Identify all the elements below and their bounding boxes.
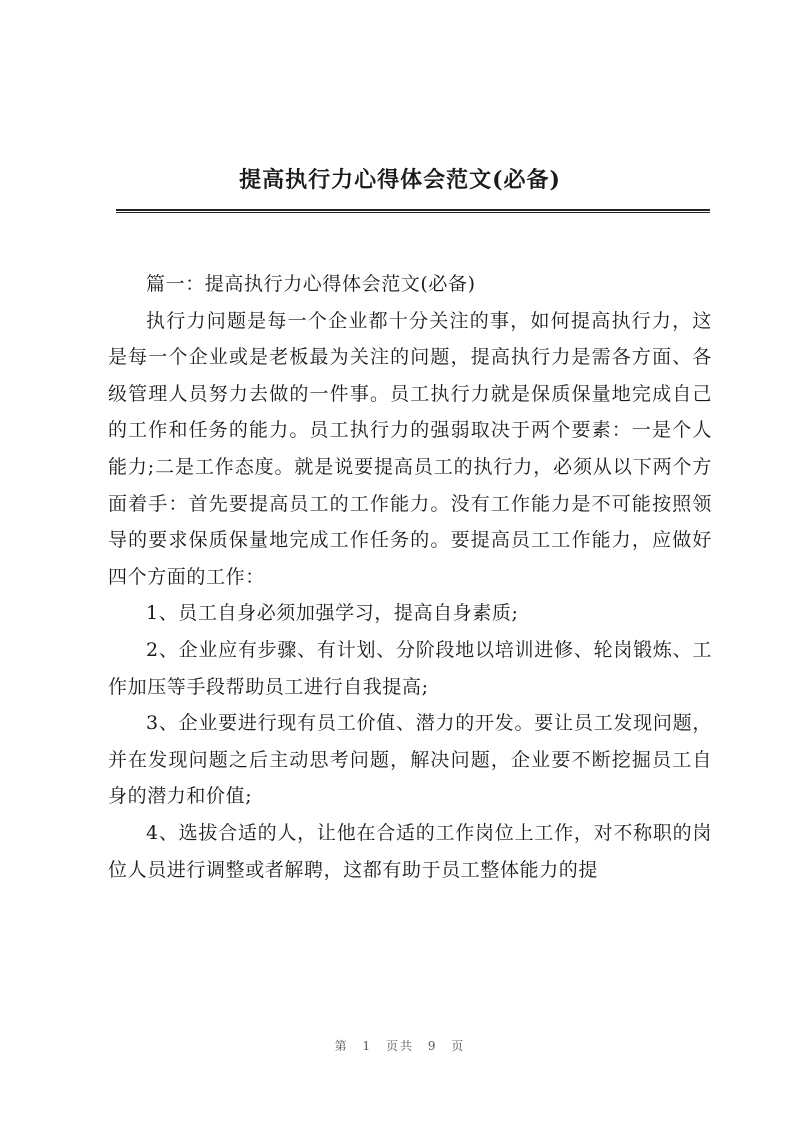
footer-prefix: 第 bbox=[334, 1039, 349, 1053]
list-item-3: 3、企业要进行现有员工价值、潜力的开发。要让员工发现问题，并在发现问题之后主动思考问题，解决问题，企业要不断挖掘员工自身的潜力和价值; bbox=[108, 712, 712, 808]
page-title: 提高执行力心得体会范文(必备) bbox=[239, 167, 561, 193]
list-item-2: 2、企业应有步骤、有计划、分阶段地以培训进修、轮岗锻炼、工作加压等手段帮助员工进行自我提高; bbox=[108, 638, 712, 698]
footer-middle: 页共 bbox=[385, 1039, 414, 1053]
footer-suffix: 页 bbox=[451, 1039, 466, 1053]
paragraph-intro: 执行力问题是每一个企业都十分关注的事，如何提高执行力，这是每一个企业或是老板最为关注的问题，提高执行力是需各方面、各级管理人员努力去做的一件事。员工执行力就是保质保量地完成自己的工作和任务的能力。员工执行力的强弱取决于两个要素：一是个人能力;二是工作态度。就是说要提高员工的执行力，必须从以下两个方面着手：首先要提高员工的工作能力。没有工作能力是不可能按照领导的要求保质保量地完成工作任务的。要提高员工工作能力，应做好四个方面的工作： bbox=[108, 309, 712, 588]
section-heading: 篇一：提高执行力心得体会范文(必备) bbox=[146, 273, 476, 295]
document-body bbox=[108, 266, 712, 888]
title-divider bbox=[116, 209, 710, 211]
page-footer bbox=[0, 1037, 800, 1054]
list-item-4: 4、选拔合适的人，让他在合适的工作岗位上工作，对不称职的岗位人员进行调整或者解聘，这都有助于员工整体能力的提 bbox=[108, 821, 712, 881]
footer-total-pages: 9 bbox=[427, 1039, 438, 1053]
list-item-1: 1、员工自身必须加强学习，提高自身素质; bbox=[146, 602, 519, 625]
footer-current-page: 1 bbox=[362, 1039, 373, 1053]
